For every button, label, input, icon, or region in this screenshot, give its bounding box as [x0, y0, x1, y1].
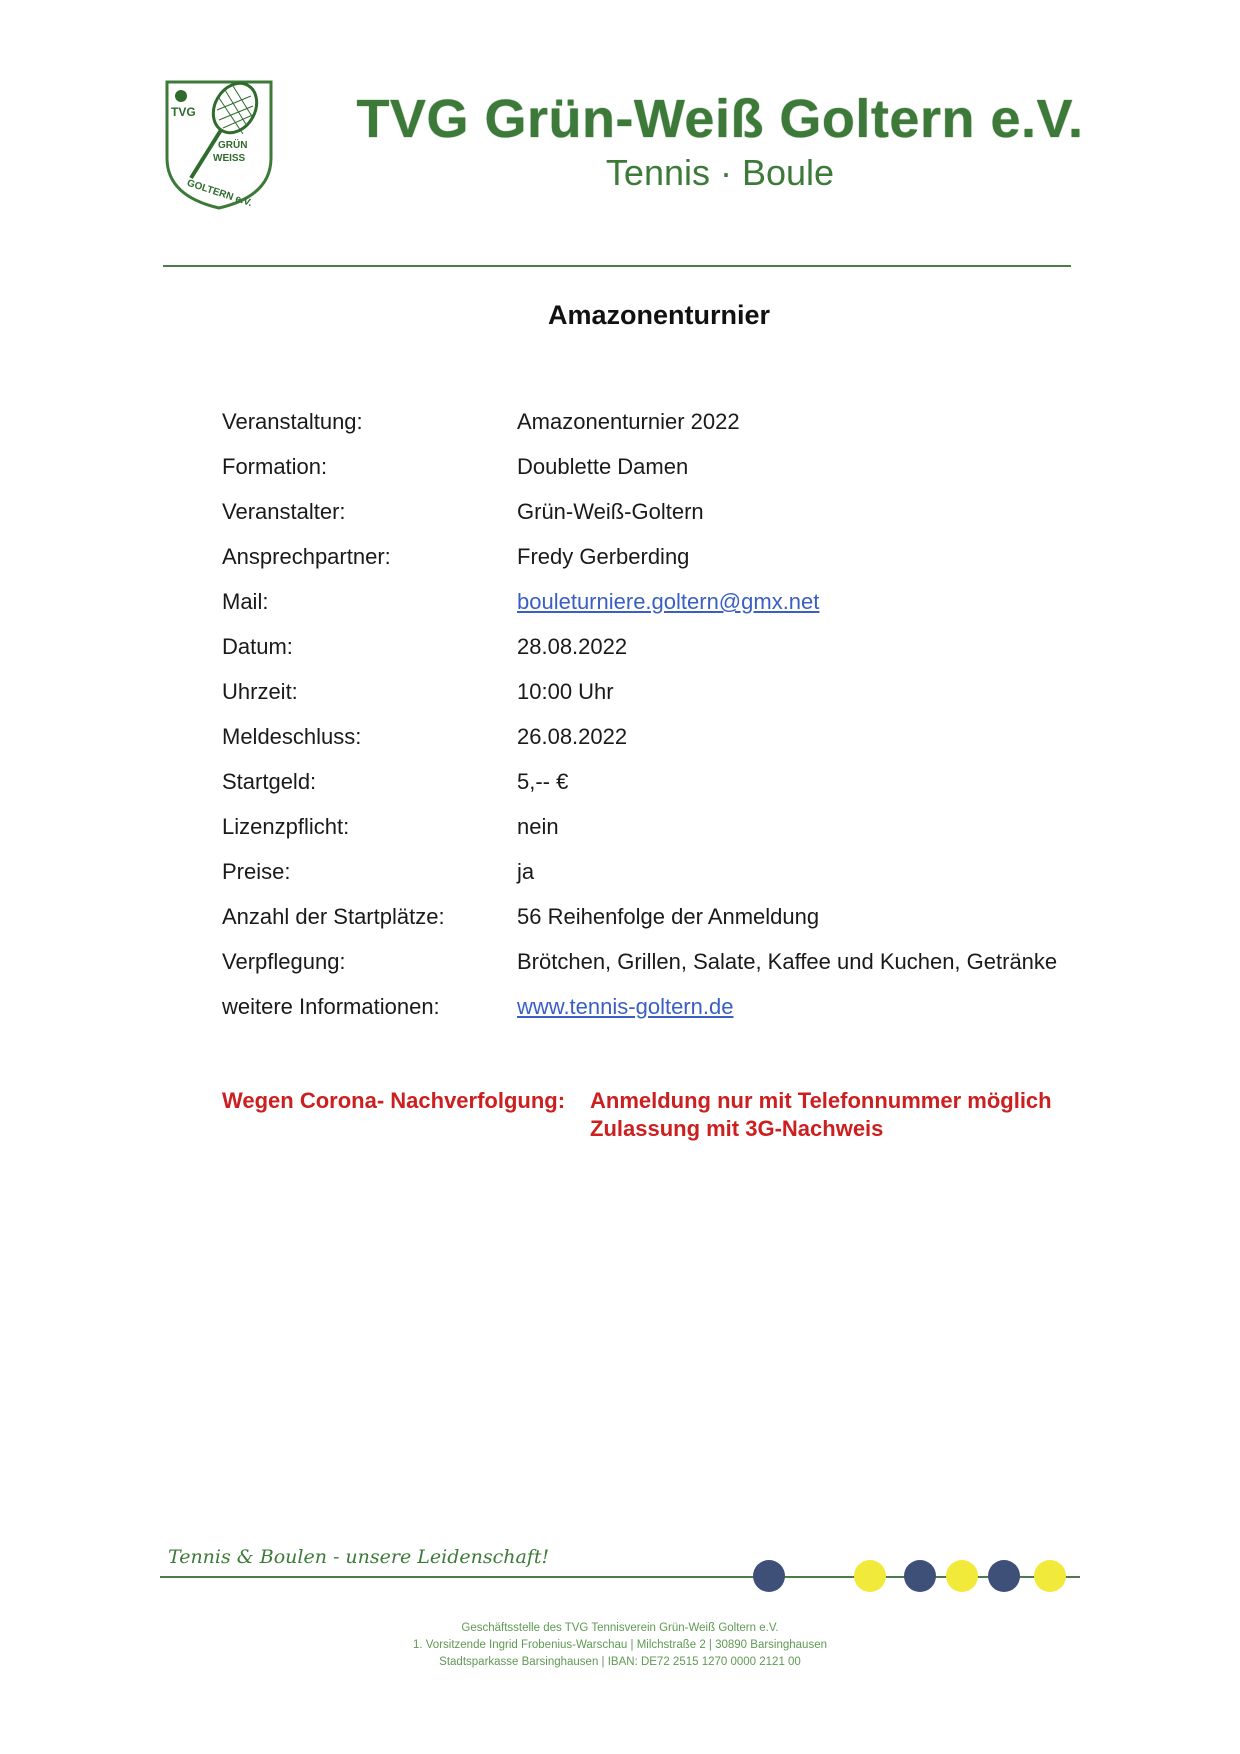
info-row-event	[222, 409, 1122, 449]
info-value: 28.08.2022	[517, 634, 628, 659]
info-label: Mail:	[222, 589, 269, 614]
svg-text:GOLTERN e.V.: GOLTERN e.V.	[185, 177, 254, 210]
info-row-contact	[222, 544, 1122, 584]
info-value: 26.08.2022	[517, 724, 628, 749]
info-label: Veranstalter:	[222, 499, 346, 524]
info-label: Lizenzpflicht:	[222, 814, 350, 839]
info-label: Veranstaltung:	[222, 409, 363, 434]
info-value: 10:00 Uhr	[517, 679, 614, 704]
notice-line-1: Anmeldung nur mit Telefonnummer möglich	[590, 1088, 1052, 1113]
svg-text:GRÜN: GRÜN	[218, 140, 248, 151]
info-label: Meldeschluss:	[222, 724, 362, 749]
club-name: TVG Grün-Weiß Goltern e.V.	[356, 89, 1084, 149]
info-label: Verpflegung:	[222, 949, 346, 974]
footer-address: 1. Vorsitzende Ingrid Frobenius-Warschau | Milchstraße 2 | 30890 Barsinghausen	[412, 1639, 827, 1651]
info-row-mail	[222, 589, 1122, 629]
tennis-ball-icon	[175, 90, 187, 102]
info-row-slots	[222, 904, 1122, 944]
info-value: Amazonenturnier 2022	[517, 409, 740, 434]
footer-bank: Stadtsparkasse Barsinghausen | IBAN: DE72 2515 1270 0000 2121 00	[439, 1656, 801, 1668]
club-subtitle: Tennis · Boule	[605, 152, 835, 193]
info-row-organizer	[222, 499, 1122, 539]
website-link[interactable]: www.tennis-goltern.de	[517, 994, 734, 1019]
info-row-time	[222, 679, 1122, 719]
info-value: Doublette Damen	[517, 454, 689, 479]
info-value: Brötchen, Grillen, Salate, Kaffee und Kuchen, Getränke	[517, 949, 1058, 974]
info-label: Preise:	[222, 859, 291, 884]
info-row-deadline	[222, 724, 1122, 764]
svg-text:WEISS: WEISS	[213, 153, 246, 164]
header-divider	[163, 265, 1071, 267]
boule-balls-icon	[752, 1556, 1082, 1596]
club-logo	[163, 78, 275, 212]
info-label: Datum:	[222, 634, 293, 659]
info-row-more	[222, 994, 1122, 1034]
notice-line-2: Zulassung mit 3G-Nachweis	[590, 1116, 884, 1141]
footer-slogan: Tennis & Boulen - unsere Leidenschaft!	[168, 1546, 550, 1568]
info-row-license	[222, 814, 1122, 854]
info-label: Anzahl der Startplätze:	[222, 904, 445, 929]
info-row-fee	[222, 769, 1122, 809]
info-label: Formation:	[222, 454, 328, 479]
page-title: Amazonenturnier	[547, 300, 771, 330]
info-value: Grün-Weiß-Goltern	[517, 499, 704, 524]
info-label: Startgeld:	[222, 769, 317, 794]
info-value: Fredy Gerberding	[517, 544, 690, 569]
notice-label: Wegen Corona- Nachverfolgung:	[222, 1088, 566, 1113]
info-row-prizes	[222, 859, 1122, 899]
info-value: ja	[517, 859, 535, 884]
info-row-catering	[222, 949, 1122, 989]
info-row-date	[222, 634, 1122, 674]
info-label: Ansprechpartner:	[222, 544, 391, 569]
svg-text:TVG: TVG	[171, 105, 196, 119]
info-row-formation	[222, 454, 1122, 494]
info-label: weitere Informationen:	[222, 994, 440, 1019]
info-value: 56 Reihenfolge der Anmeldung	[517, 904, 820, 929]
email-link[interactable]: bouleturniere.goltern@gmx.net	[517, 589, 820, 614]
info-value: 5,-- €	[517, 769, 569, 794]
info-label: Uhrzeit:	[222, 679, 298, 704]
footer-office: Geschäftsstelle des TVG Tennisverein Grün-Weiß Goltern e.V.	[461, 1622, 779, 1634]
info-value: nein	[517, 814, 559, 839]
